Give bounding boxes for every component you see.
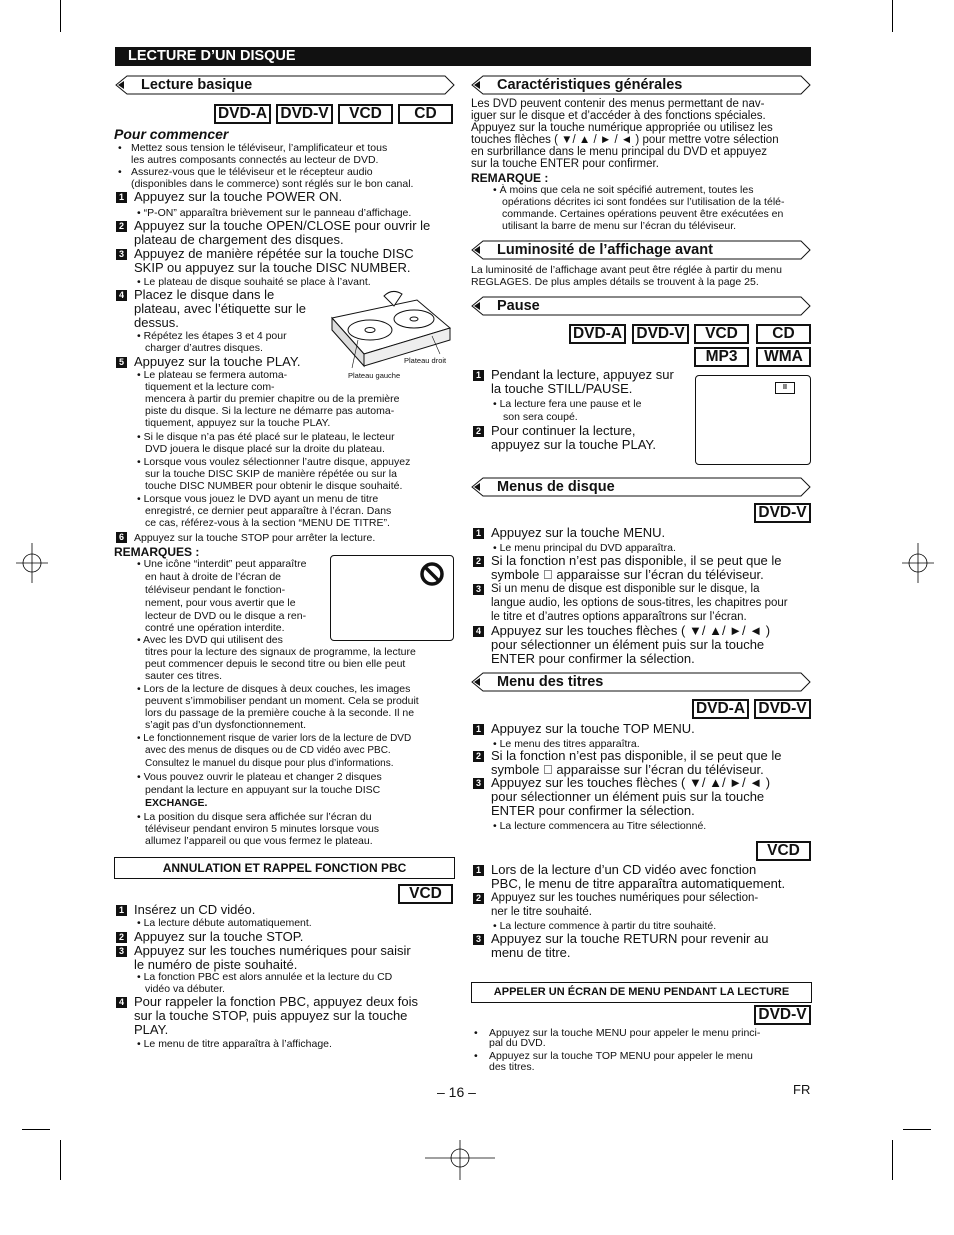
step-text: Appuyez sur la touche RETURN pour revenir au (491, 931, 769, 946)
step-text: langue audio, les options de sous-titres, les chapitres pour (491, 597, 788, 609)
step-text: Appuyez sur la touche STOP pour arrêter la lecture. (134, 532, 376, 544)
remark-text: opérations décrites ici sont fondées sur l’utilisation de la télé- (502, 196, 785, 208)
step-text: Placez le disque dans le (134, 287, 275, 302)
tray-left-label: Plateau gauche (348, 371, 401, 380)
remark-text: peuvent s’immobiliser pendant un moment. Cela se produit (145, 695, 419, 707)
step-number: 4 (116, 290, 127, 301)
step-text: symbole ⃠ apparaisse sur l’écran du téléviseur. (491, 567, 764, 582)
step-text: Lors de la lecture d’un CD vidéo avec fonction (491, 862, 757, 877)
step-text: Appuyez sur la touche PLAY. (134, 354, 301, 369)
paragraph-line: touches flèches ( ▼/ ▲ / ► / ◄ ) pour mettre votre sélection (471, 134, 779, 146)
remark-text: • Lors de la lecture de disques à deux couches, les images (137, 683, 411, 695)
remark-text: • La position du disque sera affichée sur l’écran du (137, 811, 372, 823)
step-text: ENTER pour confirmer la sélection. (491, 651, 695, 666)
bullet-dot: • (118, 142, 122, 154)
paragraph-line: Appuyez sur la touche TOP MENU pour appeler le menu (489, 1050, 753, 1062)
step-text: le titre et d’autres options apparaîtrons sur l’écran. (491, 611, 747, 623)
step-text: Pour continuer la lecture, (491, 423, 636, 438)
paragraph-line: Appuyez sur la touche numérique appropriée ou utilisez les (471, 122, 773, 134)
badge-vcd: VCD (756, 841, 811, 861)
step-note: • La fonction PBC est alors annulée et la lecture du CD (137, 971, 393, 983)
badge-vcd: VCD (398, 884, 453, 904)
step-number: 1 (473, 724, 484, 735)
step-note: touche DISC NUMBER pour obtenir le disque souhaité. (145, 480, 403, 492)
remark-text: allumez l’appareil ou que vous fermez le plateau. (145, 835, 373, 847)
step-text: ENTER pour confirmer la sélection. (491, 803, 695, 818)
tv-screen (330, 555, 454, 641)
badge-dvd-a: DVD-A (692, 699, 749, 719)
remark-text: • Avec les DVD qui utilisent des (137, 634, 283, 646)
section-menus-disque (471, 477, 811, 497)
registration-mark (16, 543, 48, 583)
step-number: 2 (473, 556, 484, 567)
step-note: mencera à partir du premier chapitre ou de la première (145, 393, 400, 405)
prohibited-icon (419, 561, 445, 587)
paragraph-line: des titres. (489, 1061, 535, 1073)
remark-text: pendant la lecture en appuyant sur la touche DISC (145, 784, 381, 796)
badge-cd: CD (756, 324, 811, 344)
badge-dvd-v: DVD-V (754, 699, 811, 719)
step-number: 2 (116, 221, 127, 232)
step-text: Appuyez sur la touche MENU. (491, 525, 666, 540)
step-text: Pour rappeler la fonction PBC, appuyez deux fois (134, 994, 419, 1009)
paragraph-line: REGLAGES. De plus amples détails se trouvent à la page 25. (471, 276, 759, 288)
section-title: Lecture basique (141, 77, 253, 93)
remark-text: lecteur de DVD ou le disque a ren- (145, 610, 307, 622)
step-text: Si la fonction n’est pas disponible, il se peut que le (491, 553, 782, 568)
step-note: • La lecture commence à partir du titre souhaité. (493, 920, 717, 932)
step-note: son sera coupé. (503, 411, 578, 423)
remark-text: commande. Certaines opérations peuvent être exécutées en (502, 208, 784, 220)
step-note: • Si le disque n’a pas été placé sur le plateau, le lecteur (137, 431, 395, 443)
section-title: Pause (497, 298, 540, 314)
step-text: Pendant la lecture, appuyez sur (491, 367, 674, 382)
intro-text: Assurez-vous que le téléviseur et le récepteur audio (131, 166, 373, 178)
step-note: • Le menu des titres apparaîtra. (493, 738, 640, 750)
badge-dvd-v: DVD-V (754, 1005, 811, 1025)
step-number: 1 (473, 865, 484, 876)
step-number: 1 (473, 528, 484, 539)
section-caracteristiques (471, 75, 811, 95)
step-text: Appuyez sur la touche STOP. (134, 929, 304, 944)
intro-text: les autres composants connectés au lecteur de DVD. (131, 154, 379, 166)
step-number: 1 (116, 905, 127, 916)
registration-mark (902, 543, 934, 583)
step-text: Appuyez sur la touche OPEN/CLOSE pour ouvrir le (134, 218, 431, 233)
step-text: Appuyez de manière répétée sur la touche DISC (134, 246, 414, 261)
step-text: PLAY. (134, 1022, 169, 1037)
pause-icon: II (775, 382, 795, 394)
remark-text: lors du passage de la première couche à la seconde. Il ne (145, 707, 415, 719)
paragraph-line: iguer sur le disque et d’accéder à des fonctions spéciales. (471, 110, 766, 122)
step-number: 2 (473, 893, 484, 904)
step-text: Insérez un CD vidéo. (134, 902, 256, 917)
paragraph-line: sur la touche ENTER pour confirmer. (471, 158, 659, 170)
step-note: piste du disque. Si la lecture ne démarre pas automa- (145, 405, 395, 417)
step-note: • Lorsque vous jouez le DVD ayant un menu de titre (137, 493, 379, 505)
step-number: 4 (116, 997, 127, 1008)
remark-text: • Vous pouvez ouvrir le plateau et changer 2 disques (137, 771, 382, 783)
step-note: ce cas, référez-vous à la section “MENU DE TITRE”. (145, 517, 390, 529)
step-note: DVD jouera le disque placé sur la droite du plateau. (145, 443, 385, 455)
step-number: 2 (473, 426, 484, 437)
step-note: • Répétez les étapes 3 et 4 pour (137, 330, 287, 342)
badge-dvd-v: DVD-V (276, 104, 333, 124)
step-text: Appuyez sur la touche TOP MENU. (491, 721, 695, 736)
remark-text: titres pour la lecture des signaux de programme, la lecture (145, 646, 416, 658)
step-text: Appuyez sur la touche POWER ON. (134, 189, 343, 204)
step-text: sur la touche STOP, puis appuyez sur la touche (134, 1008, 408, 1023)
step-number: 3 (473, 584, 484, 595)
crop-mark (60, 1140, 61, 1180)
bullet-dot: • (474, 1050, 478, 1062)
step-text: pour sélectionner un élément puis sur la touche (491, 637, 765, 652)
step-note: • “P-ON” apparaîtra brièvement sur le panneau d’affichage. (137, 207, 412, 219)
badge-cd: CD (398, 104, 453, 124)
step-note: • Lorsque vous voulez sélectionner l’autre disque, appuyez (137, 456, 411, 468)
remark-text: avec des menus de disques ou de CD vidéo avec PBC. (145, 745, 391, 756)
step-text: SKIP ou appuyez sur la touche DISC NUMBER. (134, 260, 411, 275)
bullet-dot: • (474, 1027, 478, 1039)
step-text: Si un menu de disque est disponible sur le disque, la (491, 583, 760, 595)
paragraph-line: pal du DVD. (489, 1037, 546, 1049)
step-note: • La lecture débute automatiquement. (137, 917, 312, 929)
paragraph-line: Appuyez sur la touche MENU pour appeler le menu princi- (489, 1027, 761, 1039)
badge-dvd-a: DVD-A (569, 324, 626, 344)
badge-wma: WMA (756, 347, 811, 367)
remark-text: • Le fonctionnement risque de varier lors de la lecture de DVD (137, 733, 412, 744)
crop-mark (892, 0, 893, 32)
remark-text: • Une icône “interdit” peut apparaître (137, 558, 307, 570)
badge-vcd: VCD (338, 104, 393, 124)
step-text: Appuyez sur les touches flèches ( ▼/ ▲/ ►/ ◄ ) (491, 623, 771, 638)
tray-right-label: Plateau droit (404, 356, 447, 365)
badge-dvd-v: DVD-V (632, 324, 689, 344)
page-header: LECTURE D’UN DISQUE (115, 47, 811, 66)
step-note: tiquement, appuyez sur la touche PLAY. (145, 417, 331, 429)
section-title: Menu des titres (497, 674, 604, 690)
remarque-heading: REMARQUE : (471, 171, 549, 185)
step-text: Si la fonction n’est pas disponible, il se peut que le (491, 748, 782, 763)
bullet-dot: • (118, 166, 122, 178)
step-note: • La lecture commencera au Titre sélectionné. (493, 820, 707, 832)
remark-text: nement, pour vous avertir que le (145, 597, 296, 609)
step-text: pour sélectionner un élément puis sur la touche (491, 789, 765, 804)
section-title: Menus de disque (497, 479, 615, 495)
badge-vcd: VCD (694, 324, 749, 344)
remark-text: s’agit pas d’un dysfonctionnement. (145, 719, 307, 731)
step-note: charger d’autres disques. (145, 342, 263, 354)
step-number: 3 (116, 946, 127, 957)
step-note: • Le menu de titre apparaîtra à l’affichage. (137, 1038, 332, 1050)
step-text: plateau de chargement des disques. (134, 232, 344, 247)
tv-screen (695, 375, 811, 465)
badge-mp3: MP3 (694, 347, 749, 367)
step-text: le numéro de piste souhaité. (134, 957, 298, 972)
step-note: enregistré, ce dernier peut apparaître à l’écran. Dans (145, 505, 392, 517)
remark-text: contré une opération interdite. (145, 622, 285, 634)
paragraph-line: Les DVD peuvent contenir des menus permettant de nav- (471, 98, 765, 110)
remark-text: peut commencer depuis le second titre ou bien elle peut (145, 658, 406, 670)
intro-text: (disponibles dans le commerce) sont réglés sur le bon canal. (131, 178, 414, 190)
step-number: 6 (116, 532, 127, 543)
step-number: 3 (473, 778, 484, 789)
step-text: Appuyez sur les touches flèches ( ▼/ ▲/ ►/ ◄ ) (491, 775, 771, 790)
badge-dvd-v: DVD-V (754, 503, 811, 523)
crop-mark (892, 1140, 893, 1180)
crop-mark (22, 1129, 50, 1130)
language-label: FR (793, 1082, 811, 1097)
section-lecture-basique (115, 75, 455, 95)
page-number: – 16 – (437, 1084, 476, 1100)
crop-mark (60, 0, 61, 32)
step-text: menu de titre. (491, 945, 571, 960)
step-text: Appuyez sur les touches numériques pour sélection- (491, 892, 759, 904)
step-number: 2 (473, 751, 484, 762)
remark-text: EXCHANGE. (145, 797, 208, 809)
step-note: • Le menu principal du DVD apparaîtra. (493, 542, 676, 554)
step-number: 4 (473, 626, 484, 637)
step-note: • Le plateau de disque souhaité se place à l’avant. (137, 276, 371, 288)
step-text: PBC, le menu de titre apparaîtra automatiquement. (491, 876, 786, 891)
step-note: tiquement et la lecture com- (145, 381, 275, 393)
step-text: dessus. (134, 315, 179, 330)
step-text: Appuyez sur les touches numériques pour saisir (134, 943, 411, 958)
intro-text: Mettez sous tension le téléviseur, l’amplificateur et tous (131, 142, 388, 154)
remark-text: sauter ces titres. (145, 670, 223, 682)
remark-text: • À moins que cela ne soit spécifié autrement, toutes les (493, 184, 754, 196)
step-text: symbole ⃠ apparaisse sur l’écran du téléviseur. (491, 762, 764, 777)
section-pause (471, 296, 811, 316)
step-text: plateau, avec l’étiquette sur le (134, 301, 306, 316)
pour-commencer-heading: Pour commencer (114, 126, 229, 142)
remark-text: utilisant la barre de menu sur l’écran du téléviseur. (502, 220, 737, 232)
registration-mark (425, 1140, 495, 1180)
pbc-section-title: ANNULATION ET RAPPEL FONCTION PBC (114, 857, 455, 879)
remark-text: Consultez le manuel du disque pour plus d’informations. (145, 758, 394, 769)
badge-dvd-a: DVD-A (214, 104, 271, 124)
section-menu-titres (471, 672, 811, 692)
step-number: 1 (116, 192, 127, 203)
remark-text: téléviseur pendant environ 5 minutes lorsque vous (145, 823, 380, 835)
step-number: 2 (116, 932, 127, 943)
step-note: • La lecture fera une pause et le (493, 398, 642, 410)
crop-mark (903, 1129, 931, 1130)
step-note: vidéo va débuter. (145, 983, 225, 995)
section-title: Luminosité de l’affichage avant (497, 242, 713, 258)
step-number: 5 (116, 357, 127, 368)
remark-text: en haut à droite de l’écran de (145, 571, 282, 583)
appel-section-title: APPELER UN ÉCRAN DE MENU PENDANT LA LECTURE (471, 982, 812, 1003)
step-number: 3 (473, 934, 484, 945)
section-title: Caractéristiques générales (497, 77, 683, 93)
step-number: 3 (116, 249, 127, 260)
paragraph-line: La luminosité de l’affichage avant peut être réglée à partir du menu (471, 264, 782, 276)
paragraph-line: en surbrillance dans le menu principal du DVD et appuyez (471, 146, 767, 158)
remarques-heading: REMARQUES : (114, 545, 200, 559)
section-luminosite (471, 240, 811, 260)
step-text: ner le titre souhaité. (491, 906, 593, 918)
step-text: appuyez sur la touche PLAY. (491, 437, 657, 452)
step-note: • Le plateau se fermera automa- (137, 369, 288, 381)
remark-text: téléviseur pendant le fonction- (145, 584, 286, 596)
step-text: la touche STILL/PAUSE. (491, 381, 633, 396)
step-note: sur la touche DISC SKIP de manière répétée ou sur la (145, 468, 397, 480)
step-number: 1 (473, 370, 484, 381)
